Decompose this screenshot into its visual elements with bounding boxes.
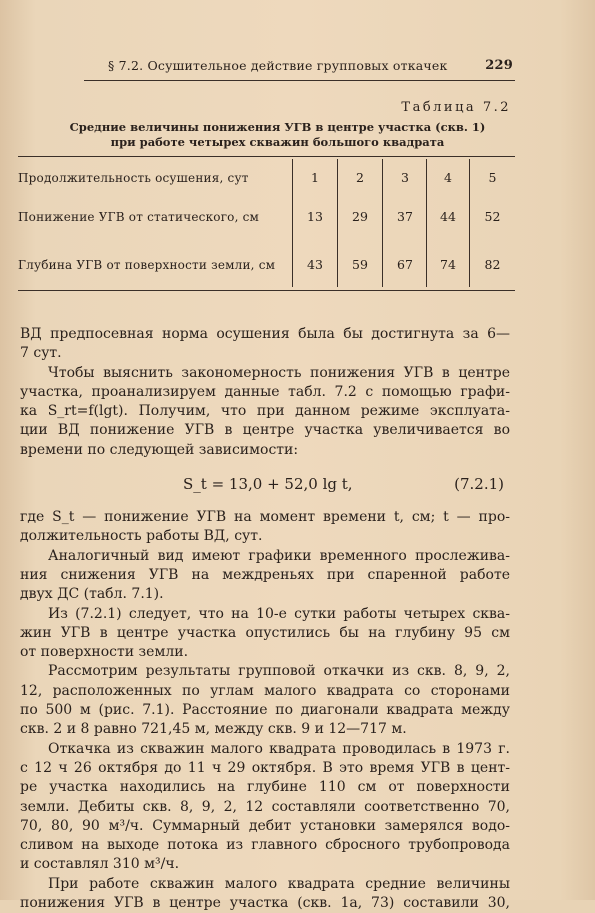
table-cell: 74 bbox=[440, 257, 456, 272]
table-caption-line: при работе четырех скважин большого квадрата bbox=[110, 135, 445, 149]
table-cell: 2 bbox=[356, 170, 364, 185]
text-line: скв. 2 и 8 равно 721,45 м, между скв. 9 и 12—717 м. bbox=[20, 721, 407, 738]
text-line: 7 сут. bbox=[20, 345, 62, 362]
row-label: Продолжительность осушения, сут bbox=[18, 171, 249, 185]
text-line: 12, расположенных по углам малого квадрата со сторонами bbox=[20, 682, 510, 699]
table-row bbox=[18, 163, 515, 193]
table-top-rule bbox=[18, 156, 515, 157]
table-cell: 44 bbox=[440, 209, 456, 224]
row-label: Глубина УГВ от поверхности земли, см bbox=[18, 258, 276, 272]
formula-number: (7.2.1) bbox=[454, 475, 504, 494]
table-cell: 67 bbox=[397, 257, 413, 272]
table-row bbox=[18, 202, 515, 232]
column-rule bbox=[426, 159, 427, 287]
text-line: Рассмотрим результаты групповой откачки из скв. 8, 9, 2, bbox=[48, 663, 510, 680]
text-line: по 500 м (рис. 7.1). Расстояние по диагонали квадрата между bbox=[20, 702, 510, 719]
column-rule bbox=[382, 159, 383, 287]
table-cell: 82 bbox=[484, 257, 501, 272]
table-bottom-rule bbox=[18, 290, 515, 291]
text-line: Чтобы выяснить закономерность понижения УГВ в центре bbox=[48, 364, 510, 381]
text-line: и составлял 310 м³/ч. bbox=[20, 856, 180, 873]
text-line: жин УГВ в центре участка опустились бы на глубину 95 см bbox=[20, 624, 510, 641]
text-line: Аналогичный вид имеют графики временного прослежива- bbox=[48, 547, 510, 564]
body-text bbox=[20, 325, 510, 913]
formula: S_t = 13,0 + 52,0 lg t, bbox=[183, 475, 353, 494]
table-cell: 5 bbox=[488, 170, 497, 185]
text-line: Из (7.2.1) следует, что на 10-е сутки работы четырех сква- bbox=[48, 605, 510, 622]
text-line: сливом на выходе потока из главного сбросного трубопровода bbox=[20, 837, 510, 854]
table-cell: 43 bbox=[307, 257, 323, 272]
text-line: ка S_rt=f(lgt). Получим, что при данном режиме эксплуата- bbox=[20, 403, 510, 420]
text-line: 70, 80, 90 м³/ч. Суммарный дебит установки замерялся водо- bbox=[20, 817, 510, 834]
table-caption bbox=[30, 120, 525, 150]
column-rule bbox=[337, 159, 338, 287]
table-cell: 52 bbox=[484, 209, 501, 224]
header-title: § 7.2. Осушительное действие групповых откачек bbox=[108, 58, 448, 73]
table-cell: 59 bbox=[352, 257, 368, 272]
table-cell: 1 bbox=[311, 170, 319, 185]
text-line: ВД предпосевная норма осушения была бы достигнута за 6— bbox=[20, 326, 510, 342]
text-line: ции ВД понижение УГВ в центре участка увеличивается во bbox=[20, 422, 510, 439]
running-header bbox=[108, 58, 513, 73]
text-line: понижения УГВ в центре участка (скв. 1а, 73) составили 30, bbox=[20, 895, 510, 912]
column-rule bbox=[469, 159, 470, 287]
table-row bbox=[18, 250, 515, 280]
text-line: двух ДС (табл. 7.1). bbox=[20, 586, 164, 603]
table-cell: 29 bbox=[352, 209, 368, 224]
table-caption-line: Средние величины понижения УГВ в центре участка (скв. 1) bbox=[69, 120, 486, 134]
text-line: должительность работы ВД, сут. bbox=[20, 528, 263, 545]
row-label: Понижение УГВ от статического, см bbox=[18, 210, 260, 224]
text-line: ния снижения УГВ на междреньях при спаренной работе bbox=[20, 566, 510, 583]
header-rule bbox=[84, 80, 515, 81]
text-line: времени по следующей зависимости: bbox=[20, 441, 299, 458]
text-line: При работе скважин малого квадрата средние величины bbox=[48, 875, 510, 892]
table-label: Таблица 7.2 bbox=[401, 100, 511, 115]
text-line: земли. Дебиты скв. 8, 9, 2, 12 составляли соответственно 70, bbox=[20, 798, 510, 815]
column-rule bbox=[292, 159, 293, 287]
table-cell: 3 bbox=[401, 170, 409, 185]
formula-block bbox=[20, 460, 510, 508]
text-line: ре участка находились на глубине 110 см от поверхности bbox=[20, 779, 510, 796]
table-cell: 37 bbox=[397, 209, 413, 224]
table-cell: 4 bbox=[444, 170, 452, 185]
text-line: Откачка из скважин малого квадрата проводилась в 1973 г. bbox=[48, 740, 510, 757]
text-line: участка, проанализируем данные табл. 7.2 с помощью графи- bbox=[20, 383, 510, 400]
table-cell: 13 bbox=[307, 209, 323, 224]
page-number: 229 bbox=[485, 58, 513, 73]
text-line: от поверхности земли. bbox=[20, 644, 189, 661]
text-line: с 12 ч 26 октября до 11 ч 29 октября. В это время УГВ в цент- bbox=[20, 759, 510, 776]
text-line: где S_t — понижение УГВ на момент времени t, см; t — про- bbox=[20, 509, 510, 526]
